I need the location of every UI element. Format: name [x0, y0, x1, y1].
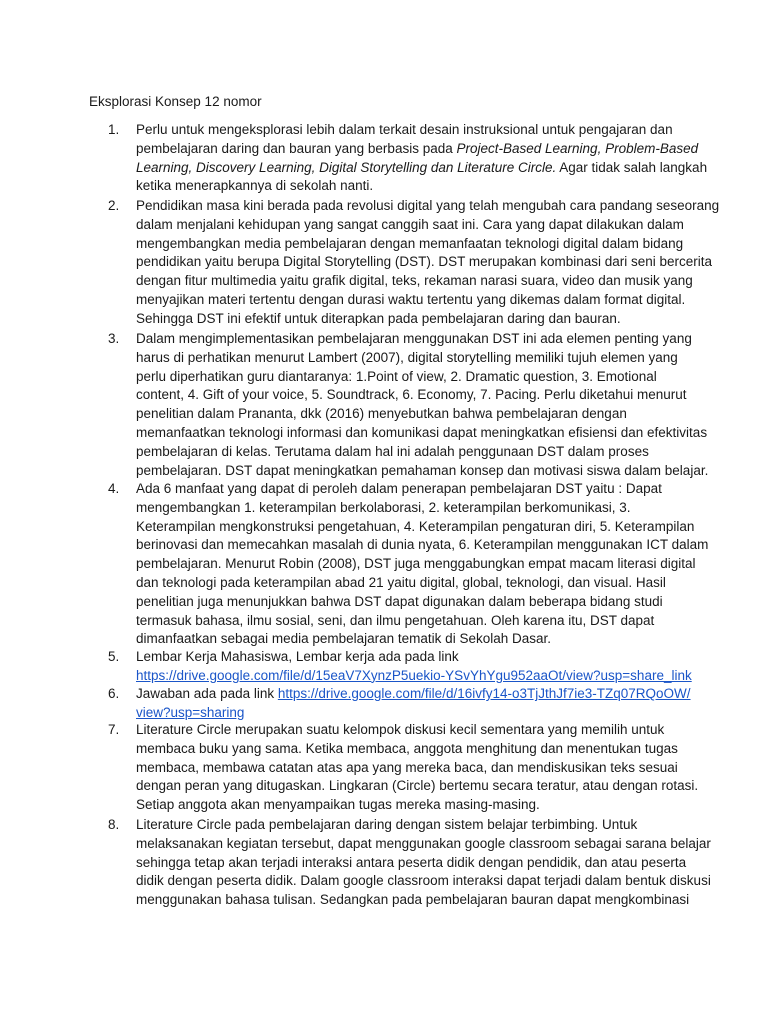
list-item-text-line [136, 423, 707, 442]
list-item-text-line [136, 629, 551, 648]
text-segment: dalam menjalani kehidupan yang sangat canggih saat ini. Cara yang dapat dilakukan dalam [136, 216, 684, 232]
text-segment: harus di perhatikan menurut Lambert (2007), digital storytelling memiliki tujuh elemen yang [136, 349, 678, 365]
document-title: Eksplorasi Konsep 12 nomor [89, 94, 262, 109]
list-item-text-line [136, 309, 621, 328]
text-segment: Jawaban ada pada link [136, 686, 278, 701]
text-segment: pembelajaran di kelas. Terutama dalam hal ini adalah penggunaan DST dalam proses [136, 443, 649, 459]
list-item-text-line [136, 385, 687, 404]
text-segment: dengan peran yang ditugaskan. Lingkaran (Circle) bertemu secara teratur, atau dengan rotasi. [136, 778, 699, 794]
list-item-text-line [136, 234, 683, 253]
list-item-text-line [136, 853, 686, 872]
list-item-text-line [136, 139, 698, 158]
list-item-text-line [136, 871, 711, 890]
text-segment: penelitian juga menunjukkan bahwa DST dapat digunakan dalam beberapa bidang studi [136, 593, 663, 609]
text-segment: Keterampilan mengkonstruksi pengetahuan, 4. Keterampilan pengaturan diri, 5. Keterampilan [136, 518, 695, 534]
list-item-text-line [136, 815, 637, 834]
list-item-text-line [136, 461, 708, 480]
list-item-text-line [136, 776, 698, 795]
list-item-text-line [136, 215, 684, 234]
italic-text: Learning, Discovery Learning, Digital Storytelling dan Literature Circle. [136, 159, 557, 175]
text-segment: content, 4. Gift of your voice, 5. Soundtrack, 6. Economy, 7. Pacing. Perlu diketahui menurut [136, 387, 687, 403]
list-item-text-line [136, 252, 712, 271]
list-item-text-line [136, 479, 662, 498]
list-item-number: 3. [108, 331, 120, 346]
text-segment: Agar tidak salah langkah [556, 159, 708, 175]
list-item-number: 1. [108, 122, 120, 137]
list-item-text-line [136, 739, 678, 758]
list-item-text-line [136, 271, 693, 290]
list-item-text-line [136, 329, 692, 348]
text-segment: termasuk bahasa, ilmu sosial, seni, dan ilmu pengetahuan. Oleh karena itu, DST dapat [136, 612, 655, 628]
text-segment: Pendidikan masa kini berada pada revolusi digital yang telah mengubah cara pandang seseorang [136, 198, 720, 213]
list-item-text-line [136, 720, 664, 739]
list-item-text-line [136, 348, 678, 367]
text-segment: Setiap anggota akan menyampaikan tugas mereka masing-masing. [136, 797, 540, 813]
list-item-text-line [136, 573, 666, 592]
list-item-text-line [136, 290, 685, 309]
list-item-text-line [136, 442, 649, 461]
text-segment: Literature Circle pada pembelajaran daring dengan sistem belajar terbimbing. Untuk [136, 817, 638, 832]
text-segment: sehingga tetap akan terjadi interaksi antara peserta didik dengan pendidik, dan atau peserta [136, 854, 687, 870]
list-item-text-line [136, 795, 540, 814]
text-segment: membaca buku yang sama. Ketika membaca, anggota menghitung dan menentukan tugas [136, 740, 678, 756]
text-segment: mengembangkan media pembelajaran dengan memanfaatan teknologi digital dalam bidang [136, 235, 684, 251]
list-item-text-line [136, 498, 631, 517]
list-item-text-line [136, 176, 373, 195]
list-item-text-line [136, 158, 707, 177]
drive-link[interactable]: https://drive.google.com/file/d/16ivfy14-o3TjJthJf7ie3-TZq07RQoOW/ [277, 686, 691, 701]
drive-link[interactable]: view?usp=sharing [136, 704, 245, 720]
text-segment: Sehingga DST ini efektif untuk diterapkan pada pembelajaran daring dan bauran. [136, 310, 621, 326]
list-item-text-line [136, 666, 692, 685]
text-segment: Perlu untuk mengeksplorasi lebih dalam terkait desain instruksional untuk pengajaran dan [136, 122, 673, 137]
text-segment: Ada 6 manfaat yang dapat di peroleh dalam penerapan pembelajaran DST yaitu : Dapat [136, 481, 662, 496]
list-item-text-line [136, 592, 663, 611]
text-segment: Literature Circle merupakan suatu kelompok diskusi kecil sementara yang memilih untuk [136, 722, 665, 737]
text-segment: dimanfaatkan sebagai media pembelajaran tematik di Sekolah Dasar. [136, 631, 551, 647]
text-segment: pembelajaran. DST dapat meningkatkan pemahaman konsep dan motivasi siswa dalam belajar. [136, 462, 709, 478]
list-item-number: 8. [108, 817, 120, 832]
list-item-text-line [136, 890, 689, 909]
list-item-text-line [136, 758, 678, 777]
list-item-number: 5. [108, 649, 120, 664]
text-segment: memanfaatkan teknologi informasi dan komunikasi dapat meningkatkan efisiensi dan efektivitas [136, 425, 708, 440]
list-item-text-line [136, 684, 691, 703]
text-segment: dan teknologi pada keterampilan abad 21 yaitu digital, global, teknologi, dan visual. Hasil [136, 575, 666, 590]
text-segment: perlu diperhatikan guru diantaranya: 1.Point of view, 2. Dramatic question, 3. Emotional [136, 368, 657, 384]
list-item-text-line [136, 367, 657, 386]
list-item-text-line [136, 834, 711, 853]
text-segment: pembelajaran daring dan bauran yang berbasis pada [136, 140, 457, 156]
list-item-text-line [136, 535, 708, 554]
text-segment: penelitian dalam Prananta, dkk (2016) menyebutkan bahwa pembelajaran dengan [136, 406, 627, 422]
list-item-text-line [136, 611, 654, 630]
text-segment: membaca, membawa catatan atas apa yang mereka baca, dan mendiskusikan teks sesuai [136, 759, 678, 775]
text-segment: pembelajaran. Menurut Robin (2008), DST juga menggabungkan empat macam literasi digital [136, 556, 696, 572]
text-segment: mengembangkan 1. keterampilan berkolaborasi, 2. keterampilan berkomunikasi, 3. [136, 499, 631, 515]
text-segment: pendidikan yaitu berupa Digital Storytelling (DST). DST merupakan kombinasi dari seni bercerita [136, 254, 713, 270]
text-segment: melaksanakan kegiatan tersebut, dapat menggunakan google classroom sebagai sarana belajar [136, 835, 711, 851]
text-segment: Lembar Kerja Mahasiswa, Lembar kerja ada pada link [136, 649, 459, 664]
list-item-text-line [136, 554, 696, 573]
text-segment: didik dengan peserta didik. Dalam google classroom interaksi dapat terjadi dalam bentuk diskusi [136, 873, 711, 889]
text-segment: menyajikan materi tertentu dengan durasi waktu tertentu yang dikemas dalam format digital. [136, 292, 686, 307]
text-segment: Dalam mengimplementasikan pembelajaran menggunakan DST ini ada elemen penting yang [136, 331, 692, 346]
text-segment: ketika menerapkannya di sekolah nanti. [136, 178, 374, 194]
list-item-number: 6. [108, 686, 120, 701]
list-item-text-line [136, 517, 694, 536]
list-item-text-line [136, 120, 673, 139]
text-segment: dengan fitur multimedia yaitu grafik digital, teks, rekaman narasi suara, video dan musik yang [136, 273, 693, 289]
text-segment: menggunakan bahasa tulisan. Sedangkan pada pembelajaran bauran dapat mengkombinasi [136, 892, 690, 908]
drive-link[interactable]: https://drive.google.com/file/d/15eaV7XynzP5uekio-YSvYhYgu952aaOt/view?usp=share_link [136, 667, 692, 683]
list-item-text-line [136, 647, 459, 666]
text-segment: berinovasi dan memecahkan masalah di dunia nyata, 6. Keterampilan menggunakan ICT dalam [136, 537, 709, 553]
list-item-number: 2. [108, 198, 120, 213]
list-item-text-line [136, 404, 627, 423]
italic-text: Project-Based Learning, Problem-Based [456, 140, 699, 156]
list-item-number: 7. [108, 722, 120, 737]
list-item-text-line [136, 196, 719, 215]
list-item-number: 4. [108, 481, 120, 496]
list-item-text-line [136, 703, 244, 722]
